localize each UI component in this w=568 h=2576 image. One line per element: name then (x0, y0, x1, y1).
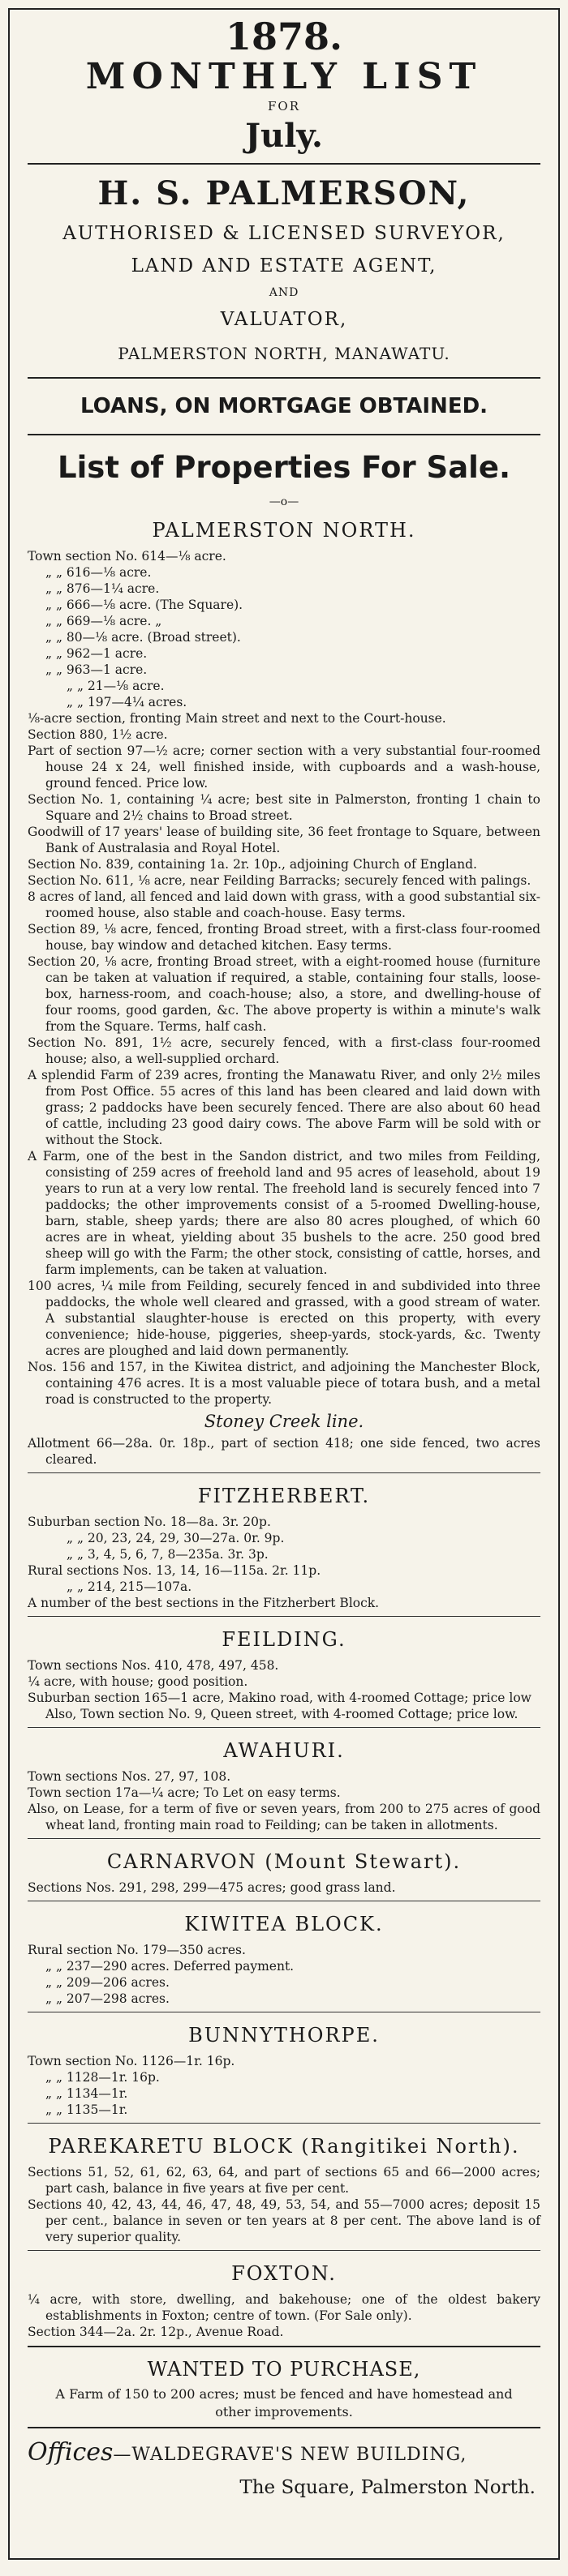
listing-entry: Town sections Nos. 410, 478, 497, 458. (28, 1658, 279, 1673)
listing-entry: Rural section No. 179—350 acres. (28, 1943, 246, 1957)
listing-entry: Town section No. 614—⅛ acre. (28, 549, 226, 564)
section-divider (28, 2250, 540, 2251)
listing-entry: „ „ 1128—1r. 16p. (45, 2070, 160, 2085)
divider (28, 2427, 540, 2428)
listing-entry: „ „ 209—206 acres. (45, 1975, 170, 1990)
year-heading: 1878. (225, 15, 343, 58)
listing-entry: A number of the best sections in the Fitzherbert Block. (28, 1596, 380, 1610)
listing-entry: „ „ 963—1 acre. (45, 662, 148, 677)
section-heading: PALMERSTON NORTH. (152, 519, 416, 542)
listing-entry: Town section 17a—¼ acre; To Let on easy terms. (28, 1785, 341, 1800)
divider (28, 2346, 540, 2347)
listing-entry: „ „ 214, 215—107a. (67, 1579, 192, 1594)
agent-and: AND (269, 286, 299, 299)
section-divider (28, 1472, 540, 1473)
monthly-list-title: MONTHLY LIST (85, 56, 483, 97)
listing-entry: Section 89, ⅛ acre, fenced, fronting Broad street, with a first-class four-roomed house, bay window and detached kitchen. Easy terms. (28, 922, 540, 953)
wanted-body: A Farm of 150 to 200 acres; must be fenced and have homestead and other improvements. (55, 2386, 513, 2420)
divider (28, 434, 540, 435)
listing-entry: 8 acres of land, all fenced and laid down with grass, with a good substantial six-roomed house, also stable and coach-house. Easy terms. (28, 889, 540, 920)
listing-entry: Sections 51, 52, 61, 62, 63, 64, and part of sections 65 and 66—2000 acres; part cash, balance in five years at five per cent. (28, 2165, 540, 2196)
listing-entry: „ „ 666—⅛ acre. (The Square). (45, 598, 243, 612)
monthly-list-page (8, 8, 560, 2560)
section-heading: KIWITEA BLOCK. (184, 1913, 384, 1935)
listing-entry: „ „ 876—1¼ acre. (45, 581, 160, 596)
listing-entry: „ „ 197—4¼ acres. (67, 695, 187, 709)
agent-title-valuator: VALUATOR, (220, 309, 348, 330)
agent-title-surveyor: AUTHORISED & LICENSED SURVEYOR, (62, 223, 506, 244)
section-heading: FEILDING. (222, 1628, 346, 1651)
section-divider (28, 1727, 540, 1728)
section-heading: BUNNYTHORPE. (188, 2024, 380, 2047)
listing-entry: Goodwill of 17 years' lease of building site, 36 feet frontage to Square, between Bank of Australasia and Royal Hotel. (28, 825, 540, 855)
listing-entry: A Farm, one of the best in the Sandon district, and two miles from Feilding, consisting of 259 acres of freehold land and 95 acres of leasehold, about 19 years to run at a very low rental. The freehold land is securely fenced into 7 paddocks; the other improvements consist of a 5-roomed Dwelling-house, barn, stable, sheep yards; there are also 80 acres ploughed, of which 60 acres are in wheat, yielding about 35 bushels to the acre. 250 good bred sheep will go with the Farm; the other stock, consisting of cattle, horses, and farm implements, can be taken at valuation. (28, 1149, 540, 1277)
listing-entry: Section 344—2a. 2r. 12p., Avenue Road. (28, 2325, 284, 2339)
listing-entry: 100 acres, ¼ mile from Feilding, securely fenced in and subdivided into three paddocks, the whole well cleared and grassed, with a good stream of water. A substantial slaughter-house is erected on this property, with every convenience; hide-house, piggeries, sheep-yards, stock-yards, &c. Twenty acres are ploughed and laid down permanently. (28, 1279, 540, 1358)
section-heading: PAREKARETU BLOCK (Rangitikei North). (48, 2135, 520, 2158)
section-heading: CARNARVON (Mount Stewart). (106, 1850, 462, 1873)
listing-entry: ⅛-acre section, fronting Main street and next to the Court-house. (28, 711, 446, 726)
section-divider (28, 1616, 540, 1617)
divider (28, 377, 540, 379)
month-heading: July. (245, 117, 323, 155)
listing-entry: „ „ 80—⅛ acre. (Broad street). (45, 630, 241, 645)
wanted-heading: WANTED TO PURCHASE, (147, 2358, 421, 2381)
listing-entry: Part of section 97—½ acre; corner section with a very substantial four-roomed house 24 x 24, well finished inside, with cupboards and a wash-house, ground fenced. Price low. (28, 744, 540, 791)
listing-entry: „ „ 669—⅛ acre. „ (45, 614, 162, 628)
listing-entry: Suburban section No. 18—8a. 3r. 20p. (28, 1515, 271, 1529)
listing-entry: Section 20, ⅛ acre, fronting Broad street, with a eight-roomed house (furniture can be taken at valuation if required, a stable, containing four stalls, loose-box, harness-room, and coach-house; also, a store, and dwelling-house of four rooms, good garden, &c. The above property is within a minute's walk from the Square. Terms, half cash. (28, 954, 540, 1034)
listing-entry: Also, on Lease, for a term of five or seven years, from 200 to 275 acres of good wheat land, fronting main road to Feilding; can be taken in allotments. (28, 1802, 540, 1832)
listing-entry: „ „ 20, 23, 24, 29, 30—27a. 0r. 9p. (67, 1531, 285, 1545)
section-divider (28, 1838, 540, 1839)
property-sections (28, 512, 540, 2340)
listing-entry: Sections Nos. 291, 298, 299—475 acres; good grass land. (28, 1880, 396, 1895)
listing-entry: Section No. 839, containing 1a. 2r. 10p., adjoining Church of England. (28, 857, 477, 872)
section-heading: AWAHURI. (223, 1739, 345, 1762)
section-heading: FOXTON. (231, 2262, 337, 2285)
agent-location: PALMERSTON NORTH, MANAWATU. (118, 344, 450, 363)
listing-entry: „ „ 962—1 acre. (45, 646, 148, 661)
section-heading: FITZHERBERT. (197, 1485, 371, 1507)
listing-entry: Allotment 66—28a. 0r. 18p., part of section 418; one side fenced, two acres cleared. (28, 1436, 540, 1467)
listing-entry: Sections 40, 42, 43, 44, 46, 47, 48, 49, 53, 54, and 55—7000 acres; deposit 15 per cent., balance in seven or ten years at 8 per cent. The above land is of very superior quality. (28, 2197, 540, 2244)
listing-entry: Also, Town section No. 9, Queen street, with 4-roomed Cottage; price low. (45, 1707, 519, 1721)
listing-entry: Section No. 891, 1½ acre, securely fenced, with a first-class four-roomed house; also, a well-supplied orchard. (28, 1035, 540, 1066)
offices-line (28, 2435, 540, 2473)
loans-notice: LOANS, ON MORTGAGE OBTAINED. (80, 394, 488, 418)
ornament: —o— (269, 495, 299, 508)
listing-entry: Section 880, 1½ acre. (28, 727, 168, 742)
section-divider (28, 2123, 540, 2124)
listing-entry: „ „ 1134—1r. (45, 2086, 128, 2101)
agent-title-land-agent: LAND AND ESTATE AGENT, (131, 255, 437, 276)
listing-entry: ¼ acre, with store, dwelling, and bakehouse; one of the oldest bakery establishments in Foxton; centre of town. (For Sale only). (28, 2292, 540, 2323)
offices-address: —WALDEGRAVE'S NEW BUILDING, (113, 2445, 467, 2465)
for-label: FOR (268, 99, 300, 114)
listing-entry: „ „ 207—298 acres. (45, 1991, 170, 2006)
listing-entry: Suburban section 165—1 acre, Makino road, with 4-roomed Cottage; price low (28, 1691, 531, 1705)
listing-entry: Town sections Nos. 27, 97, 108. (28, 1769, 231, 1784)
offices-address-line2: The Square, Palmerston North. (239, 2477, 536, 2498)
offices-label: Offices (28, 2438, 114, 2467)
listing-entry: „ „ 21—⅛ acre. (67, 679, 165, 693)
listing-entry: „ „ 616—⅛ acre. (45, 565, 152, 580)
listing-entry: ¼ acre, with house; good position. (28, 1674, 248, 1689)
listing-entry: A splendid Farm of 239 acres, fronting the Manawatu River, and only 2½ miles from Post Office. 55 acres of this land has been cleared and laid down with grass; 2 paddocks have been securely fenced. There are also about 60 head of cattle, including 23 good dairy cows. The above Farm will be sold with or without the Stock. (28, 1068, 540, 1147)
listing-entry: Rural sections Nos. 13, 14, 16—115a. 2r. 11p. (28, 1563, 321, 1578)
divider (28, 163, 540, 165)
listing-entry: Nos. 156 and 157, in the Kiwitea district, and adjoining the Manchester Block, containing 476 acres. It is a most valuable piece of totara bush, and a metal road is constructed to the property. (28, 1360, 540, 1407)
listing-entry: Section No. 1, containing ¼ acre; best site in Palmerston, fronting 1 chain to Square and 2½ chains to Broad street. (28, 792, 540, 823)
listing-entry: „ „ 3, 4, 5, 6, 7, 8—235a. 3r. 3p. (67, 1547, 269, 1562)
listing-entry: Section No. 611, ⅛ acre, near Feilding Barracks; securely fenced with palings. (28, 873, 531, 888)
listing-entry: „ „ 237—290 acres. Deferred payment. (45, 1959, 295, 1974)
agent-name: H. S. PALMERSON, (97, 174, 471, 212)
listing-entry: „ „ 1135—1r. (45, 2102, 128, 2117)
section-subheading: Stoney Creek line. (204, 1412, 364, 1431)
listing-entry: Town section No. 1126—1r. 16p. (28, 2054, 235, 2068)
list-title: List of Properties For Sale. (58, 450, 510, 485)
